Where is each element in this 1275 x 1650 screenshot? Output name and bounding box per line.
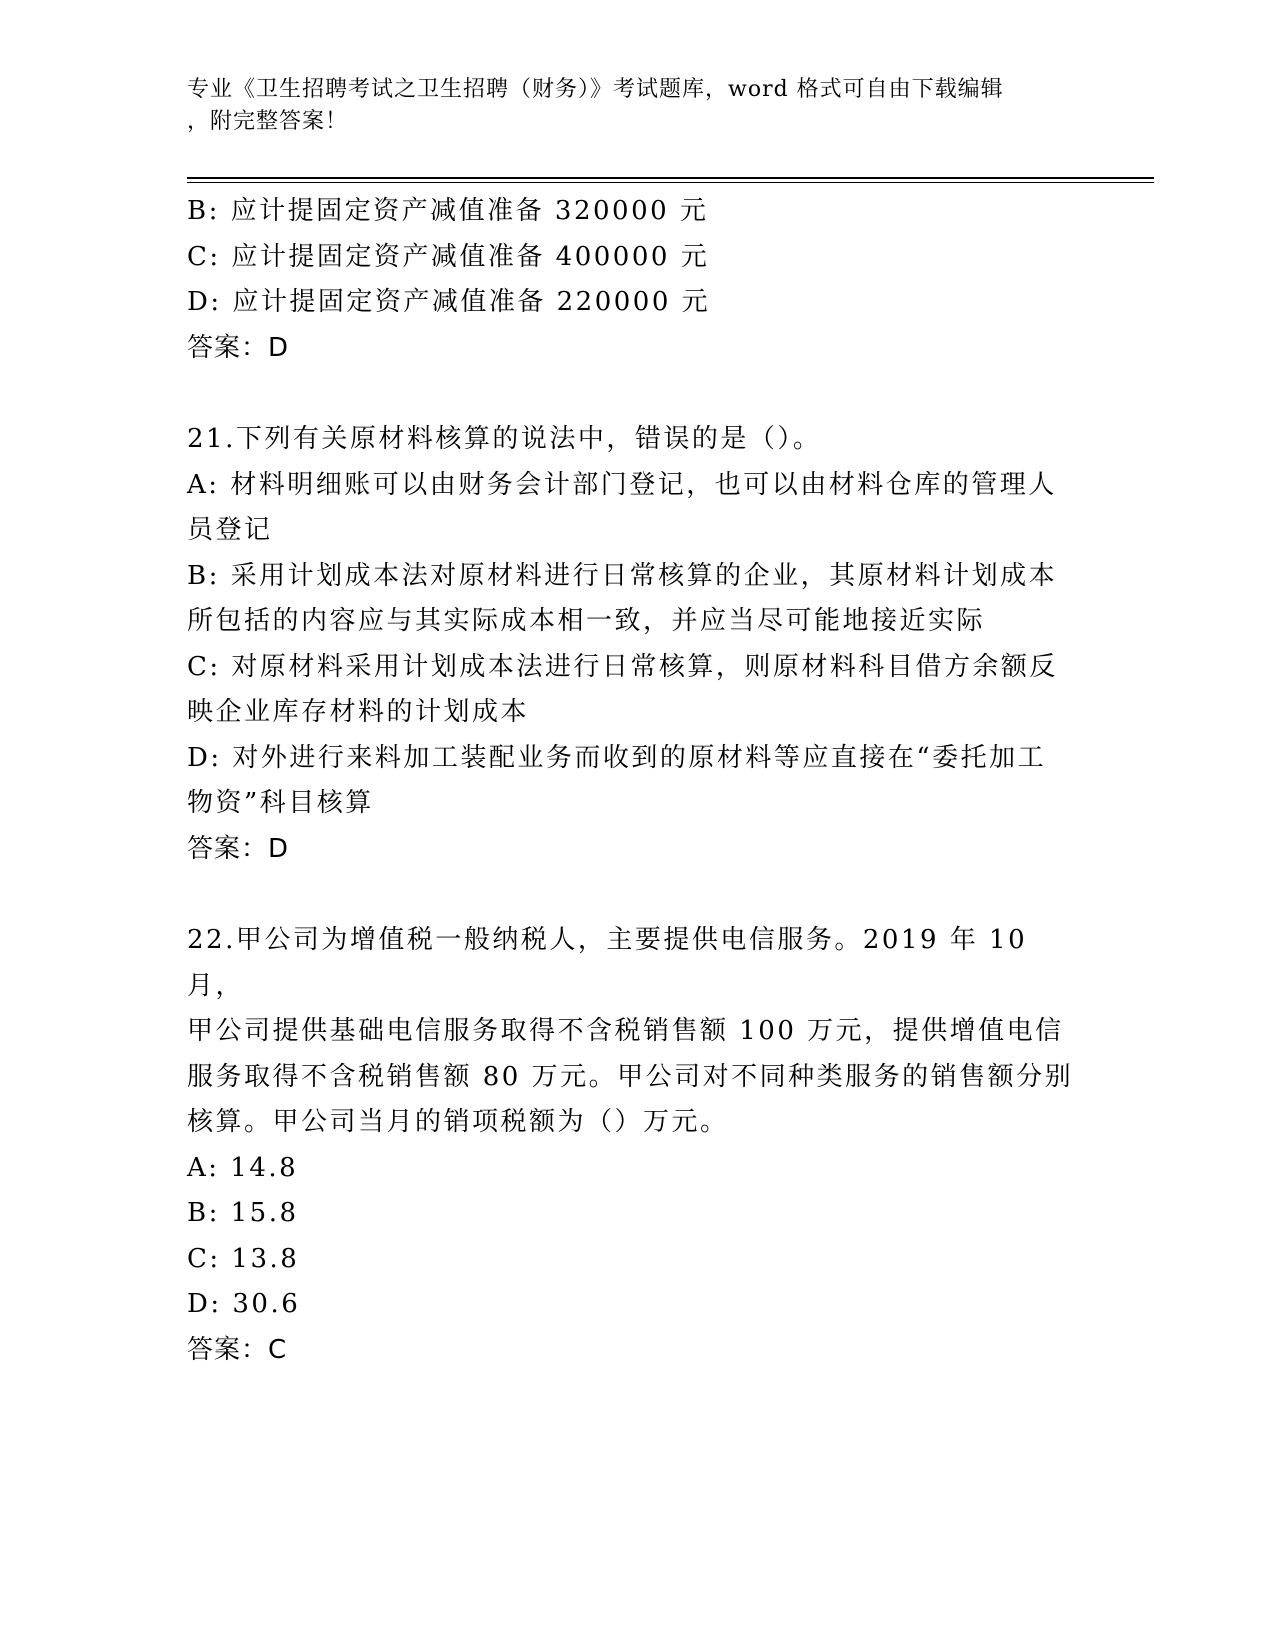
- spacer: [187, 371, 1082, 417]
- question-content: [187, 189, 1082, 1373]
- header-line-2: ，附完整答案！: [187, 109, 349, 134]
- option-d: D: 应计提固定资产减值准备 220000 元: [187, 287, 711, 317]
- option-b-line-2: 所包括的内容应与其实际成本相一致，并应当尽可能地接近实际: [187, 606, 986, 636]
- option-d-line-1: D: 对外进行来料加工装配业务而收到的原材料等应直接在“委托加工: [187, 742, 1047, 773]
- option-d-line-2: 物资”科目核算: [187, 788, 374, 818]
- option-c-line-2: 映企业库存材料的计划成本: [187, 697, 530, 727]
- header-divider: [187, 177, 1154, 183]
- answer-label: 答案：D: [187, 833, 290, 864]
- option-c: C: 应计提固定资产减值准备 400000 元: [187, 241, 710, 272]
- question-stem-line-4: 核算。甲公司当月的销项税额为（）万元。: [187, 1107, 729, 1137]
- question-stem-line-2: 甲公司提供基础电信服务取得不含税销售额 100 万元，提供增值电信: [187, 1016, 1064, 1046]
- option-b: B: 15.8: [187, 1198, 299, 1228]
- question-22-block: [187, 918, 1082, 1373]
- question-stem: 21.下列有关原材料核算的说法中，错误的是（）。: [187, 424, 822, 454]
- question-stem-line-1: 22.甲公司为增值税一般纳税人，主要提供电信服务。2019 年 10 月，: [187, 925, 1038, 1001]
- header-line-1: 专业《卫生招聘考试之卫生招聘（财务）》考试题库，word 格式可自由下载编辑: [187, 77, 1004, 102]
- option-a-line-2: 员登记: [187, 515, 273, 545]
- spacer: [187, 872, 1082, 918]
- answer-label: 答案：D: [187, 332, 290, 363]
- question-21-block: [187, 417, 1082, 872]
- question-stem-line-3: 服务取得不含税销售额 80 万元。甲公司对不同种类服务的销售额分别: [187, 1061, 1074, 1092]
- previous-question-block: [187, 189, 1082, 371]
- option-a-line-1: A: 材料明细账可以由财务会计部门登记，也可以由材料仓库的管理人: [187, 469, 1057, 500]
- option-c: C: 13.8: [187, 1243, 300, 1274]
- option-d: D: 30.6: [187, 1289, 301, 1319]
- answer-label: 答案：C: [187, 1334, 288, 1365]
- option-a: A: 14.8: [187, 1152, 299, 1183]
- option-b: B: 应计提固定资产减值准备 320000 元: [187, 196, 709, 226]
- document-header: [187, 74, 1067, 138]
- option-c-line-1: C: 对原材料采用计划成本法进行日常核算，则原材料科目借方余额反: [187, 651, 1058, 682]
- option-b-line-1: B: 采用计划成本法对原材料进行日常核算的企业，其原材料计划成本: [187, 560, 1058, 591]
